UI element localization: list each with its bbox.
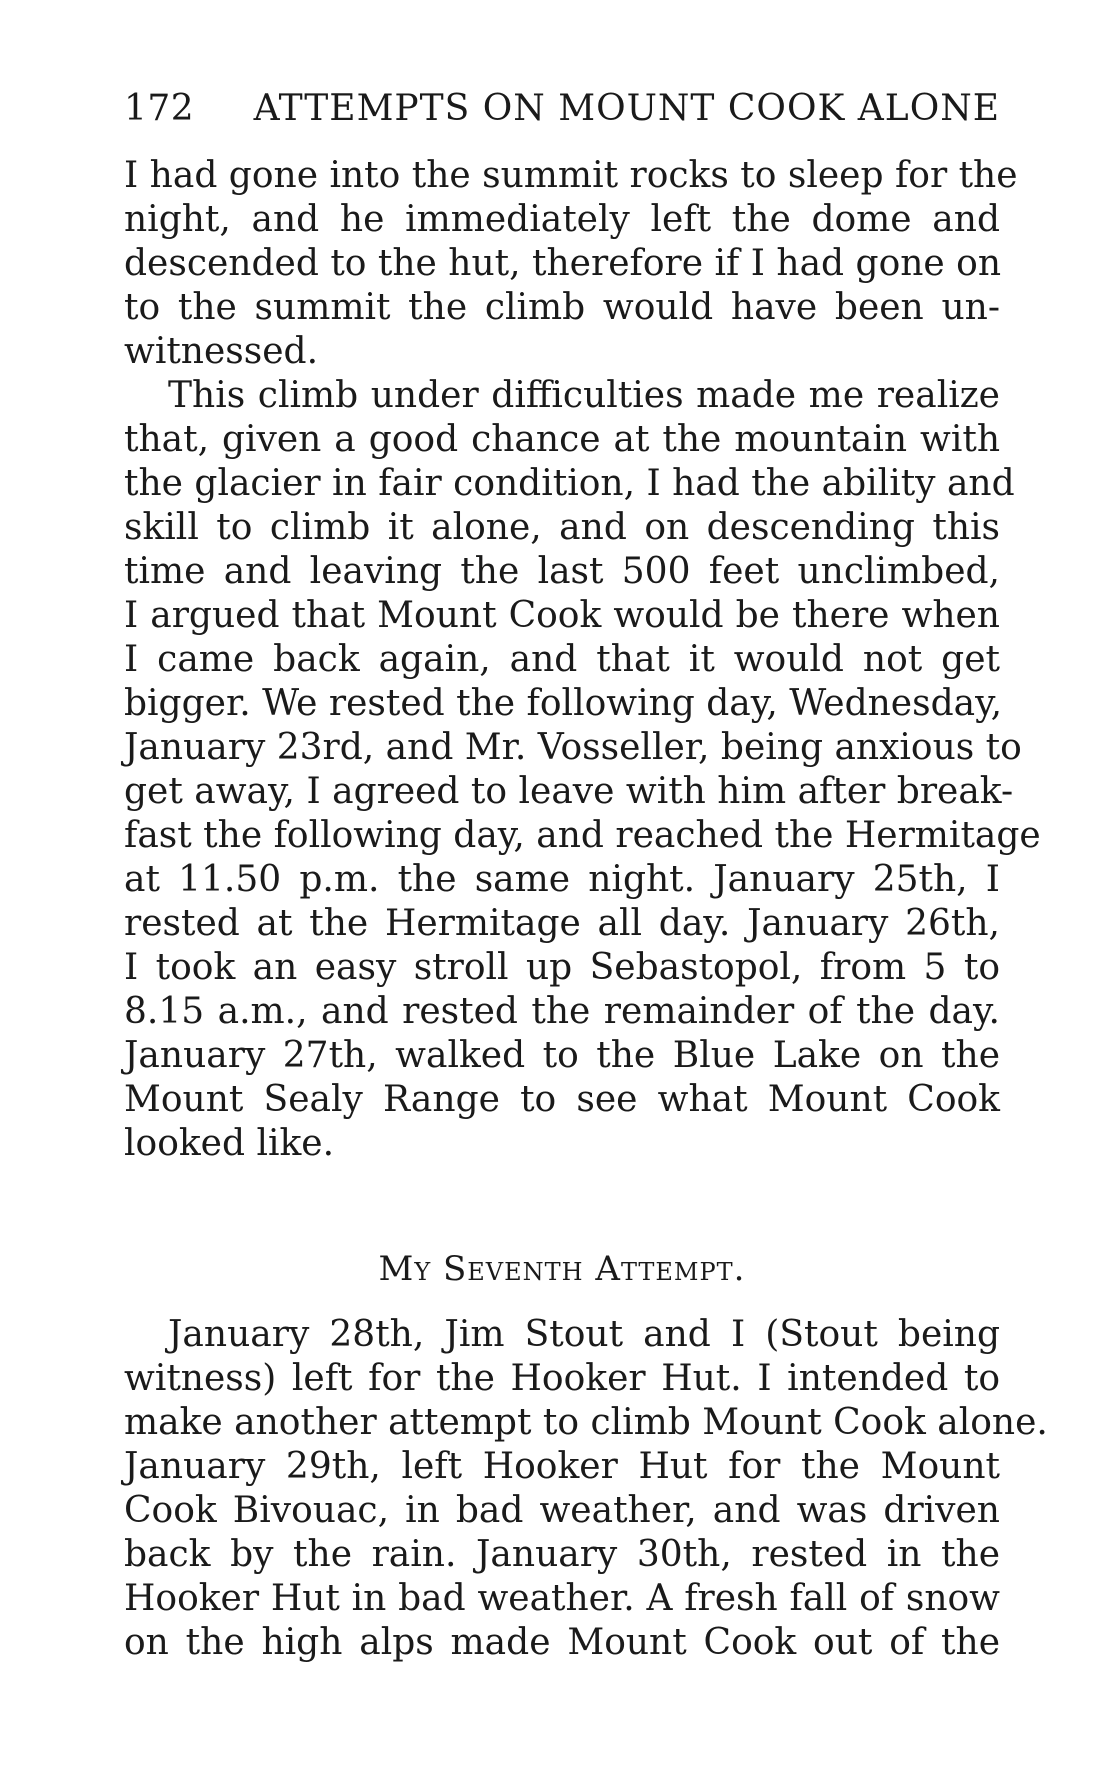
text-line: descended to the hut, therefore if I had gone on — [124, 243, 1002, 284]
text-line: night, and he immediately left the dome and — [124, 199, 1000, 240]
running-head — [124, 88, 1000, 134]
text-line: bigger. We rested the following day, Wednesday, — [124, 683, 1003, 724]
text-line: that, given a good chance at the mountain with — [124, 419, 1000, 460]
section-heading: My Seventh Attempt. — [378, 1249, 746, 1289]
text-line: January 28th, Jim Stout and I (Stout being — [168, 1314, 1000, 1355]
text-line: make another attempt to climb Mount Cook alone. — [124, 1402, 1048, 1443]
text-line: January 23rd, and Mr. Vosseller, being anxious to — [124, 727, 1022, 768]
text-line: 8.15 a.m., and rested the remainder of the day. — [124, 991, 1000, 1032]
text-line: I argued that Mount Cook would be there when — [124, 595, 1000, 636]
text-line: I took an easy stroll up Sebastopol, from 5 to — [124, 947, 1000, 988]
text-line: looked like. — [124, 1123, 335, 1164]
text-line: fast the following day, and reached the Hermitage — [124, 815, 1041, 856]
text-line: on the high alps made Mount Cook out of the — [124, 1622, 1000, 1663]
page-number: 172 — [124, 88, 195, 129]
text-line: This climb under difficulties made me realize — [168, 375, 1000, 416]
text-line: time and leaving the last 500 feet unclimbed, — [124, 551, 1000, 592]
text-line: back by the rain. January 30th, rested in the — [124, 1534, 1000, 1575]
text-line: witnessed. — [124, 331, 319, 372]
text-line: January 29th, left Hooker Hut for the Mount — [124, 1446, 1000, 1487]
text-line: at 11.50 p.m. the same night. January 25th, I — [124, 859, 1000, 900]
text-line: Mount Sealy Range to see what Mount Cook — [124, 1079, 1000, 1120]
text-line: January 27th, walked to the Blue Lake on the — [124, 1035, 1000, 1076]
text-line: witness) left for the Hooker Hut. I intended to — [124, 1358, 1000, 1399]
text-line: rested at the Hermitage all day. January 26th, — [124, 903, 1000, 944]
text-line: I had gone into the summit rocks to sleep for the — [124, 155, 1018, 196]
running-title: ATTEMPTS ON MOUNT COOK ALONE — [253, 88, 1000, 129]
text-line: the glacier in fair condition, I had the ability and — [124, 463, 1015, 504]
text-line: skill to climb it alone, and on descending this — [124, 507, 1000, 548]
text-line: get away, I agreed to leave with him after break- — [124, 771, 1014, 812]
text-line: I came back again, and that it would not get — [124, 639, 1000, 680]
text-line: Hooker Hut in bad weather. A fresh fall of snow — [124, 1578, 1000, 1619]
text-line: Cook Bivouac, in bad weather, and was driven — [124, 1490, 1000, 1531]
text-line: to the summit the climb would have been un- — [124, 287, 1000, 328]
